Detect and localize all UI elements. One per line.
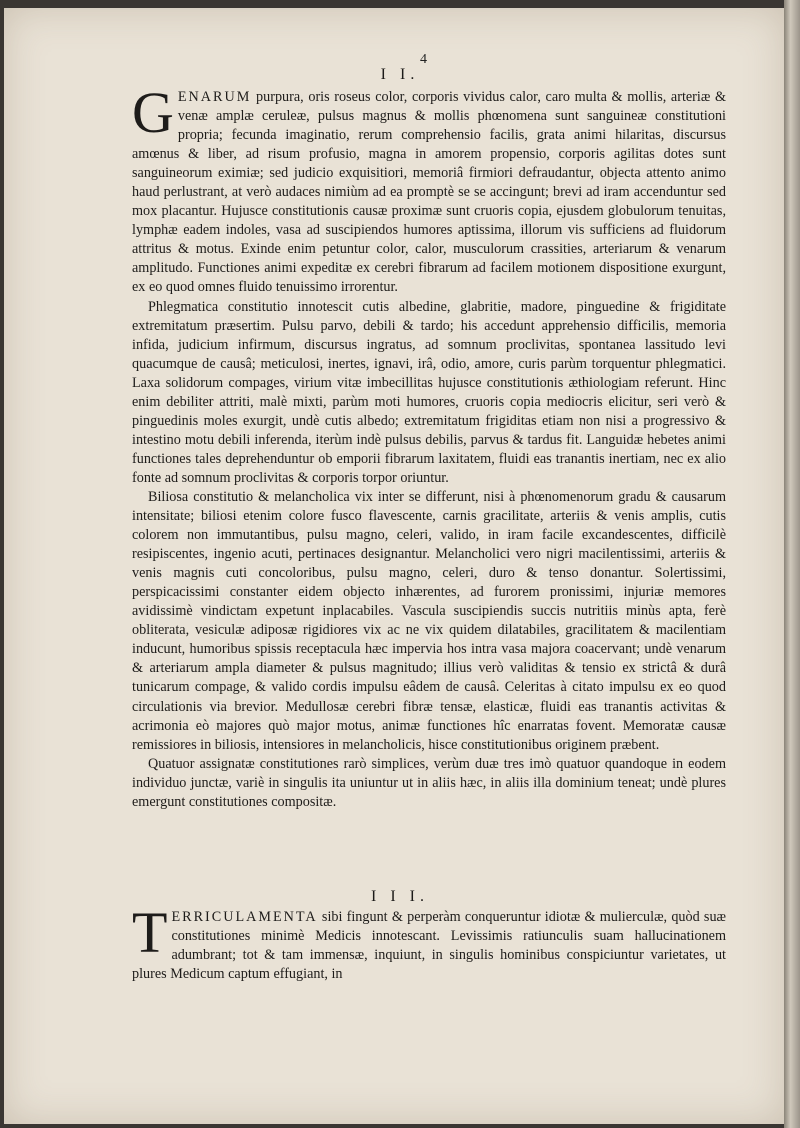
paragraph-compound: Quatuor assignatæ constitutiones rarò simplices, verùm duæ tres imò quatuor quandoque in eodem individuo junctæ, variè in singulis ita uniuntur ut in aliis hæc, in aliis illa dominium teneat; undè plures emergunt constitutiones compositæ. <box>132 755 726 810</box>
paragraph-terriculamenta <box>132 900 727 984</box>
paragraph-phlegmatic: Phlegmatica constitutio innotescit cutis albedine, glabritie, madore, pinguedine & frigiditate extremitatum præsertim. Pulsu parvo, debili & tardo; his accedunt apprehensio difficilis, memoria infida, judicium infirmum, discursus ingratus, ad somnum proclivitas, spontanea lassitudo levi quacumque de causâ; meticulosi, inertes, ignavi, irâ, odio, amore, curis parùm torquentur phlegmatici. Laxa solidorum compages, virium vitæ imbecillitas hujusce constitutionis æthiologiam referunt. Hinc enim debiliter attriti, malè mixti, parùm moti humores, cruoris copia mediocris elicitur, seri verò & pinguedinis moles exurgit, undè cutis albedo; extremitatum frigiditas etiam non nisi a progressivo & intestino motu debili inferenda, iterùm indè pulsus debilis, parvus & tardus fit. Languidæ hebetes animi functiones tales deprehenduntur ob emporii fibrarum laxitatem, fluidi eas tranantis inertiam, nec ex alio fonte ad somnum proclivitas & corporis torpor oriuntur. <box>132 298 726 486</box>
dropcap-g: G <box>132 80 174 145</box>
paragraph-text: sibi fingunt & perperàm conqueruntur idiotæ & mulierculæ, quòd suæ constitutiones minimè Medicis innotescant. Levissimis ratiunculis suam hallucinationem adumbrant; tot & tam immensæ, inquiunt, in singulis hominibus conspiciuntur varietates, ut plures Medicum captum effugiant, in <box>132 909 727 983</box>
page-mark: 4 <box>420 52 427 67</box>
paragraph-text: purpura, oris roseus color, corporis vividus calor, caro multa & mollis, arteriæ & venæ amplæ ceruleæ, pulsus magnus & mollis phœnomena sunt sanguineæ constitutioni propria; fecunda imaginatio, rerum comprehensio facilis, grata animi hilaritas, discursus amœnus & liber, ad risum profusio, magna in amorem propensio, corporis agilitas dotes sunt sanguineorum eximiæ; sed judicio exquisitiori, memoriâ firmiori defraudantur, objecta attento animo haud perlustrant, at verò audaces nimiùm ad ea promptè se se accingunt; brevi ad iram accenduntur sed mox placantur. Hujusce constitutionis causæ proximæ sunt cruoris copia, ejusdem globulorum tenuitas, lymphæ eadem indoles, vasa ad suscipiendos humores aptissima, illorum vis sufficiens ad fluidorum attritus & motus. Exinde enim petuntur color, calor, musculorum crassities, arteriarum & venarum amplitudo. Functiones animi expeditæ ex cerebri fibrarum ad facilem motionem dispositione exurgunt, ex eo quod omnes fluido tenuissimo irrorentur. <box>132 89 727 296</box>
opening-word: ERRICULAMENTA <box>171 909 318 925</box>
section-ii-text <box>132 80 727 812</box>
page-edge <box>784 0 800 1128</box>
section-numeral-iii: I I I. <box>371 888 429 905</box>
paragraph-sanguine <box>132 80 727 298</box>
section-numeral-ii: I I. <box>380 66 420 83</box>
opening-word: ENARUM <box>177 89 252 105</box>
paragraph-bilious: Biliosa constitutio & melancholica vix inter se differunt, nisi à phœnomenorum gradu & causarum intensitate; biliosi etenim colore fusco flavescente, carnis gracilitate, arteriis & venis amplis, cutis colorem non immutantibus, pulsu magno, celeri, valido, in iram facile excandescentes, difficilè resipiscentes, ingenio acuti, pertinaces designantur. Melancholici vero nigri macilentissimi, arteriis & venis magnis cuti concoloribus, pulsu magno, celeri, duro & tenso donantur. Solertissimi, perspicacissimi constanter eidem objecto inhærentes, ad furorem pronissimi, injuriæ memores avidissimè vindictam expetunt inplacabiles. Vascula suscipiendis succis nutritiis minùs apta, ferè obliterata, vesiculæ adiposæ rigidiores vix ac ne vix quidem dilatabiles, gracilitatem & macilentiam inducunt, humoribus spissis receptacula hæc impervia hos intra vasa majora coacervant; undè venarum & arteriarum ampla diameter & pulsus magnitudo; illius verò validitas & tensio ex strictâ & durâ tunicarum compage, & valido cordis impulsu eâdem de causâ. Celeritas à citato impulsu ex eo quod circulationis via brevior. Medullosæ cerebri fibræ tensæ, elasticæ, fluidi eas tranantis activitas & acrimonia eò majores quò major motus, animæ functiones hîc enarratas fovent. Memoratæ causæ remissiores in biliosis, intensiores in melancholicis, hisce constitutionibus originem præbent. <box>132 488 726 753</box>
dropcap-t: T <box>132 900 168 965</box>
section-iii-text <box>132 900 727 984</box>
